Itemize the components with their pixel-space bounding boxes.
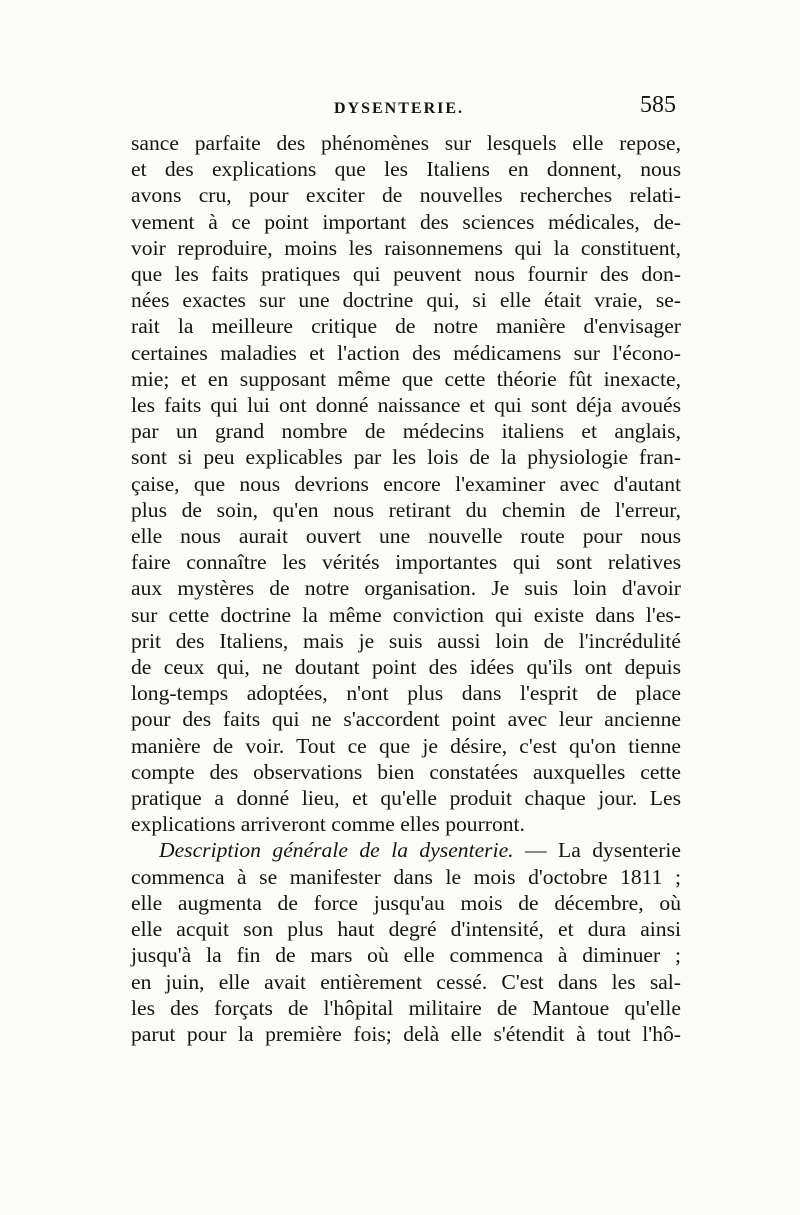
text-line: que les faits pratiques qui peuvent nous fournir des don- <box>131 262 681 287</box>
text-line: avons cru, pour exciter de nouvelles recherches relati- <box>131 183 681 208</box>
section-title-continuation: — La dysenterie <box>525 838 681 863</box>
text-line: sont si peu explicables par les lois de la physiologie fran- <box>131 445 681 470</box>
text-line: sance parfaite des phénomènes sur lesquels elle repose, <box>131 131 681 155</box>
text-line: les des forçats de l'hôpital militaire de Mantoue qu'elle <box>131 995 681 1020</box>
text-line: jusqu'à la fin de mars où elle commenca à diminuer ; <box>131 943 681 968</box>
text-line: pratique a donné lieu, et qu'elle produit chaque jour. Les <box>131 786 681 811</box>
text-line <box>131 837 681 863</box>
running-title: DYSENTERIE. <box>334 100 465 117</box>
text-line: commenca à se manifester dans le mois d'octobre 1811 ; <box>131 864 681 889</box>
text-line: en juin, elle avait entièrement cessé. C'est dans les sal- <box>131 969 681 994</box>
text-line: elle nous aurait ouvert une nouvelle route pour nous <box>131 524 681 549</box>
text-line: par un grand nombre de médecins italiens et anglais, <box>131 419 681 444</box>
paragraph-2 <box>131 837 681 1047</box>
text-line: rait la meilleure critique de notre manière d'envisager <box>131 314 681 339</box>
paragraph-1 <box>131 130 681 837</box>
text-line: parut pour la première fois; delà elle s'étendit à tout l'hô- <box>131 1021 681 1046</box>
running-head <box>130 92 678 122</box>
text-line: elle acquit son plus haut degré d'intensité, et dura ainsi <box>131 917 681 942</box>
text-line: vement à ce point important des sciences médicales, de- <box>131 209 681 234</box>
text-line: elle augmenta de force jusqu'au mois de décembre, où <box>131 890 681 915</box>
text-line: mie; et en supposant même que cette théorie fût inexacte, <box>131 366 681 391</box>
text-line: çaise, que nous devrions encore l'examiner avec d'autant <box>131 471 681 496</box>
text-line: les faits qui lui ont donné naissance et qui sont déja avoués <box>131 393 681 418</box>
text-line: sur cette doctrine la même conviction qui existe dans l'es- <box>131 602 681 627</box>
text-line: de ceux qui, ne doutant point des idées qu'ils ont depuis <box>131 655 681 680</box>
text-line: plus de soin, qu'en nous retirant du chemin de l'erreur, <box>131 497 681 522</box>
page-number: 585 <box>640 92 676 118</box>
text-line: compte des observations bien constatées auxquelles cette <box>131 759 681 784</box>
text-line: explications arriveront comme elles pourront. <box>131 812 525 837</box>
text-line: manière de voir. Tout ce que je désire, c'est qu'on tienne <box>131 733 681 758</box>
text-line: certaines maladies et l'action des médicamens sur l'écono- <box>131 340 681 365</box>
section-title: Description générale de la dysenterie. <box>159 838 514 863</box>
text-line: nées exactes sur une doctrine qui, si elle était vraie, se- <box>131 288 681 313</box>
text-line: voir reproduire, moins les raisonnemens qui la constituent, <box>131 235 681 260</box>
text-line: et des explications que les Italiens en donnent, nous <box>131 157 681 182</box>
body-text <box>131 130 681 1047</box>
text-line: pour des faits qui ne s'accordent point avec leur ancienne <box>131 707 681 732</box>
text-line: prit des Italiens, mais je suis aussi loin de l'incrédulité <box>131 628 681 653</box>
text-line: aux mystères de notre organisation. Je suis loin d'avoir <box>131 576 681 601</box>
text-line: long-temps adoptées, n'ont plus dans l'esprit de place <box>131 681 681 706</box>
text-line: faire connaître les vérités importantes qui sont relatives <box>131 550 681 575</box>
